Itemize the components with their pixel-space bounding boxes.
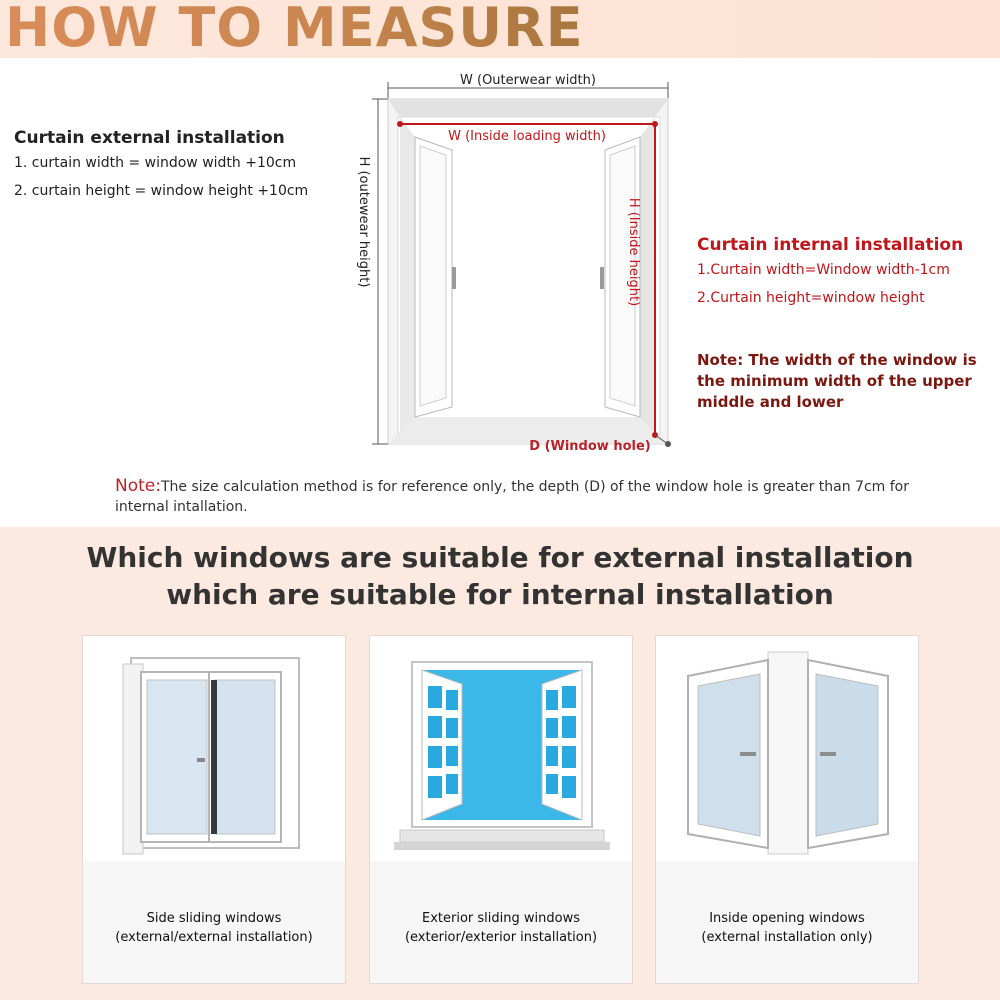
exterior-window-icon — [392, 654, 612, 859]
window-top-recess — [388, 99, 668, 117]
left-sash-glass — [420, 146, 446, 406]
left-handle — [452, 267, 456, 289]
right-handle — [600, 267, 604, 289]
internal-installation-line-1: 1.Curtain width=Window width-1cm — [697, 262, 950, 278]
depth-endpoint — [665, 441, 671, 447]
window-type-card-inside-opening — [655, 635, 919, 984]
card-title: Inside opening windows — [709, 911, 865, 926]
outer-height-label: H (outewear height) — [356, 156, 371, 288]
window-type-card-exterior-sliding — [369, 635, 633, 984]
card-subtitle: (external installation only) — [701, 930, 873, 945]
card-caption — [83, 909, 345, 947]
card-caption — [370, 909, 632, 947]
sliding-window-icon — [113, 648, 313, 858]
window-left-recess — [400, 117, 415, 435]
note-text: The size calculation method is for reference only, the depth (D) of the window hole is greater than 7cm for internal intallation. — [115, 479, 909, 515]
internal-installation-title: Curtain internal installation — [697, 235, 964, 255]
window-right-recess — [640, 117, 655, 435]
outer-width-label: W (Outerwear width) — [460, 73, 596, 88]
depth-label: D (Window hole) — [529, 439, 651, 454]
page-title: HOW TO MEASURE — [5, 0, 584, 59]
card-title: Exterior sliding windows — [422, 911, 580, 926]
window-type-card-side-sliding — [82, 635, 346, 984]
card-subtitle: (external/external installation) — [115, 930, 313, 945]
section-title-line-2: which are suitable for internal installation — [166, 578, 834, 611]
card-title: Side sliding windows — [146, 911, 282, 926]
measurement-diagram — [340, 62, 690, 462]
external-installation-line-2: 2. curtain height = window height +10cm — [14, 183, 309, 199]
inside-width-label: W (Inside loading width) — [448, 129, 606, 144]
external-installation-title: Curtain external installation — [14, 128, 285, 148]
inside-opening-window-icon — [678, 648, 898, 860]
internal-installation-line-2: 2.Curtain height=window height — [697, 290, 925, 306]
external-installation-line-1: 1. curtain width = window width +10cm — [14, 155, 297, 171]
inside-height-label: H (Inside height) — [626, 197, 641, 307]
section-title-line-1: Which windows are suitable for external installation — [86, 541, 914, 574]
card-subtitle: (exterior/exterior installation) — [404, 930, 598, 945]
card-caption — [656, 909, 918, 947]
note-label: Note: — [115, 476, 161, 496]
inside-width-endpoint-left — [397, 121, 403, 127]
size-note — [115, 476, 915, 517]
internal-installation-note: Note: The width of the window is the minimum width of the upper middle and lower — [697, 351, 977, 411]
